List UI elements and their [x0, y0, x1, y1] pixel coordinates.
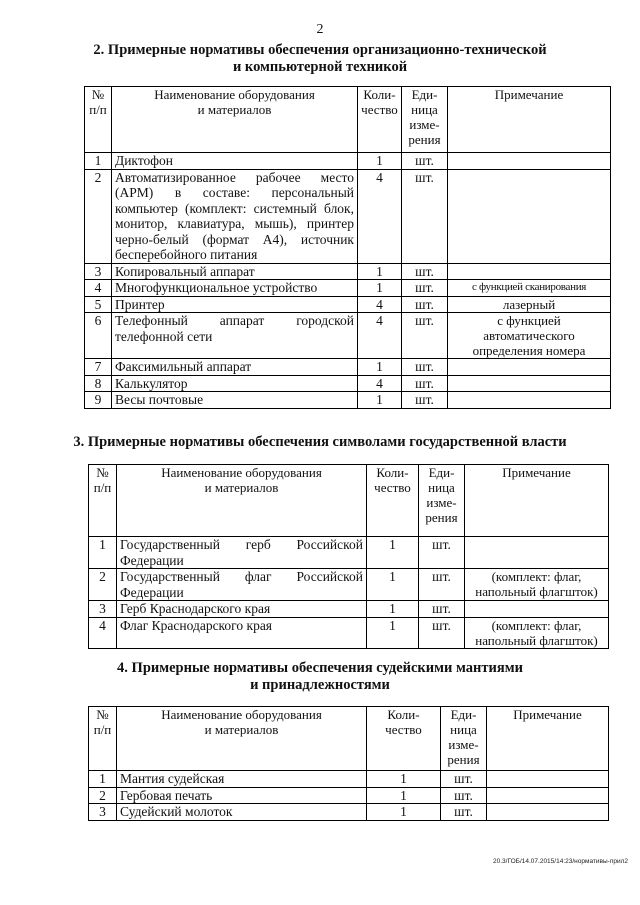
row-unit: шт. [441, 771, 487, 788]
row-note: с функцией автоматического определения номера [448, 313, 611, 359]
row-unit: шт. [402, 263, 448, 280]
header-note: Примечание [448, 87, 611, 153]
header-name: Наименование оборудования и материалов [117, 707, 367, 771]
row-num: 4 [89, 617, 117, 648]
table-row [89, 771, 609, 788]
header-num: № п/п [89, 707, 117, 771]
table-row [85, 280, 611, 297]
row-name: Государственный герб Российской Федерации [117, 537, 367, 569]
row-name: Государственный флаг Российской Федерации [117, 569, 367, 601]
row-qty: 4 [358, 313, 402, 359]
row-unit: шт. [419, 569, 465, 601]
header-name: Наименование оборудования и материалов [117, 465, 367, 537]
header-unit: Еди-ница изме-рения [419, 465, 465, 537]
row-unit: шт. [402, 169, 448, 263]
table-header-row [85, 87, 611, 153]
row-unit: шт. [402, 392, 448, 409]
row-note [448, 359, 611, 376]
row-qty: 1 [367, 569, 419, 601]
row-note: лазерный [448, 296, 611, 313]
header-qty: Коли-чество [358, 87, 402, 153]
table-row [85, 263, 611, 280]
row-note [487, 804, 609, 821]
section-3-title [0, 434, 640, 451]
row-num: 3 [85, 263, 112, 280]
row-name: Мантия судейская [117, 771, 367, 788]
row-note: с функцией сканирования [448, 280, 611, 297]
row-note [448, 263, 611, 280]
row-name: Судейский молоток [117, 804, 367, 821]
row-qty: 4 [358, 375, 402, 392]
table-row [85, 169, 611, 263]
section-2-title-line-2: и компьютерной техникой [232, 59, 408, 75]
row-name: Автоматизированное рабочее место (АРМ) в составе: персональный компьютер (комплект: системный блок, монитор, клавиатура, мышь), принтер черно-белый (формат А4), источник бесперебойного питания [112, 169, 358, 263]
row-qty: 1 [367, 804, 441, 821]
row-unit: шт. [419, 601, 465, 618]
row-name: Принтер [112, 296, 358, 313]
row-name: Диктофон [112, 153, 358, 170]
row-name: Флаг Краснодарского края [117, 617, 367, 648]
row-num: 3 [89, 804, 117, 821]
table-row [85, 392, 611, 409]
row-note: (комплект: флаг, напольный флагшток) [465, 569, 609, 601]
row-note [487, 787, 609, 804]
row-qty: 4 [358, 296, 402, 313]
row-qty: 1 [367, 771, 441, 788]
row-unit: шт. [402, 296, 448, 313]
header-qty: Коли-чество [367, 465, 419, 537]
row-qty: 1 [358, 153, 402, 170]
row-num: 8 [85, 375, 112, 392]
row-num: 1 [89, 537, 117, 569]
row-note [465, 601, 609, 618]
row-unit: шт. [419, 537, 465, 569]
section-4-title [0, 660, 640, 694]
row-note [448, 169, 611, 263]
row-qty: 1 [367, 537, 419, 569]
table-row [85, 296, 611, 313]
row-num: 1 [89, 771, 117, 788]
table-row [89, 617, 609, 648]
header-qty: Коли-чество [367, 707, 441, 771]
row-note [487, 771, 609, 788]
header-name: Наименование оборудования и материалов [112, 87, 358, 153]
row-note [465, 537, 609, 569]
table-header-row [89, 707, 609, 771]
table-header-row [89, 465, 609, 537]
section-3-table [88, 464, 609, 649]
row-note [448, 375, 611, 392]
table-row [89, 804, 609, 821]
row-num: 7 [85, 359, 112, 376]
row-qty: 1 [367, 787, 441, 804]
row-name: Копировальный аппарат [112, 263, 358, 280]
header-unit: Еди-ница изме-рения [441, 707, 487, 771]
section-4-title-line-1: 4. Примерные нормативы обеспечения судейскими мантиями [117, 660, 523, 676]
table-row [89, 601, 609, 618]
row-unit: шт. [441, 804, 487, 821]
row-num: 9 [85, 392, 112, 409]
section-2-table [84, 86, 611, 409]
table-row [89, 537, 609, 569]
row-qty: 1 [358, 359, 402, 376]
row-unit: шт. [402, 375, 448, 392]
row-unit: шт. [402, 313, 448, 359]
row-unit: шт. [402, 359, 448, 376]
row-note [448, 392, 611, 409]
row-name: Факсимильный аппарат [112, 359, 358, 376]
section-2-title [0, 42, 640, 76]
header-note: Примечание [465, 465, 609, 537]
table-row [85, 375, 611, 392]
row-name: Гербовая печать [117, 787, 367, 804]
row-qty: 1 [358, 392, 402, 409]
page-number: 2 [316, 22, 324, 37]
row-qty: 1 [367, 601, 419, 618]
row-unit: шт. [402, 280, 448, 297]
row-num: 6 [85, 313, 112, 359]
header-note: Примечание [487, 707, 609, 771]
row-name: Многофункциональное устройство [112, 280, 358, 297]
row-qty: 4 [358, 169, 402, 263]
row-name: Весы почтовые [112, 392, 358, 409]
table-row [85, 359, 611, 376]
header-num: № п/п [85, 87, 112, 153]
section-3-title-line-1: 3. Примерные нормативы обеспечения символами государственной власти [73, 434, 567, 450]
header-num: № п/п [89, 465, 117, 537]
table-row [89, 787, 609, 804]
row-num: 2 [89, 787, 117, 804]
row-num: 4 [85, 280, 112, 297]
row-num: 2 [89, 569, 117, 601]
row-qty: 1 [367, 617, 419, 648]
section-2-title-line-1: 2. Примерные нормативы обеспечения организационно-технической [93, 42, 547, 58]
table-row [85, 313, 611, 359]
row-name: Телефонный аппарат городской телефонной сети [112, 313, 358, 359]
row-num: 2 [85, 169, 112, 263]
section-4-table [88, 706, 609, 821]
row-note [448, 153, 611, 170]
row-qty: 1 [358, 280, 402, 297]
row-num: 5 [85, 296, 112, 313]
row-unit: шт. [441, 787, 487, 804]
document-footer-code: 20.3/ГОБ/14.07.2015/14:23/нормативы-прил2 [493, 858, 628, 865]
row-name: Герб Краснодарского края [117, 601, 367, 618]
row-qty: 1 [358, 263, 402, 280]
row-unit: шт. [419, 617, 465, 648]
row-name: Калькулятор [112, 375, 358, 392]
table-row [89, 569, 609, 601]
section-4-title-line-2: и принадлежностями [250, 677, 390, 693]
table-row [85, 153, 611, 170]
row-note: (комплект: флаг, напольный флагшток) [465, 617, 609, 648]
row-num: 1 [85, 153, 112, 170]
row-unit: шт. [402, 153, 448, 170]
header-unit: Еди-ница изме-рения [402, 87, 448, 153]
row-num: 3 [89, 601, 117, 618]
